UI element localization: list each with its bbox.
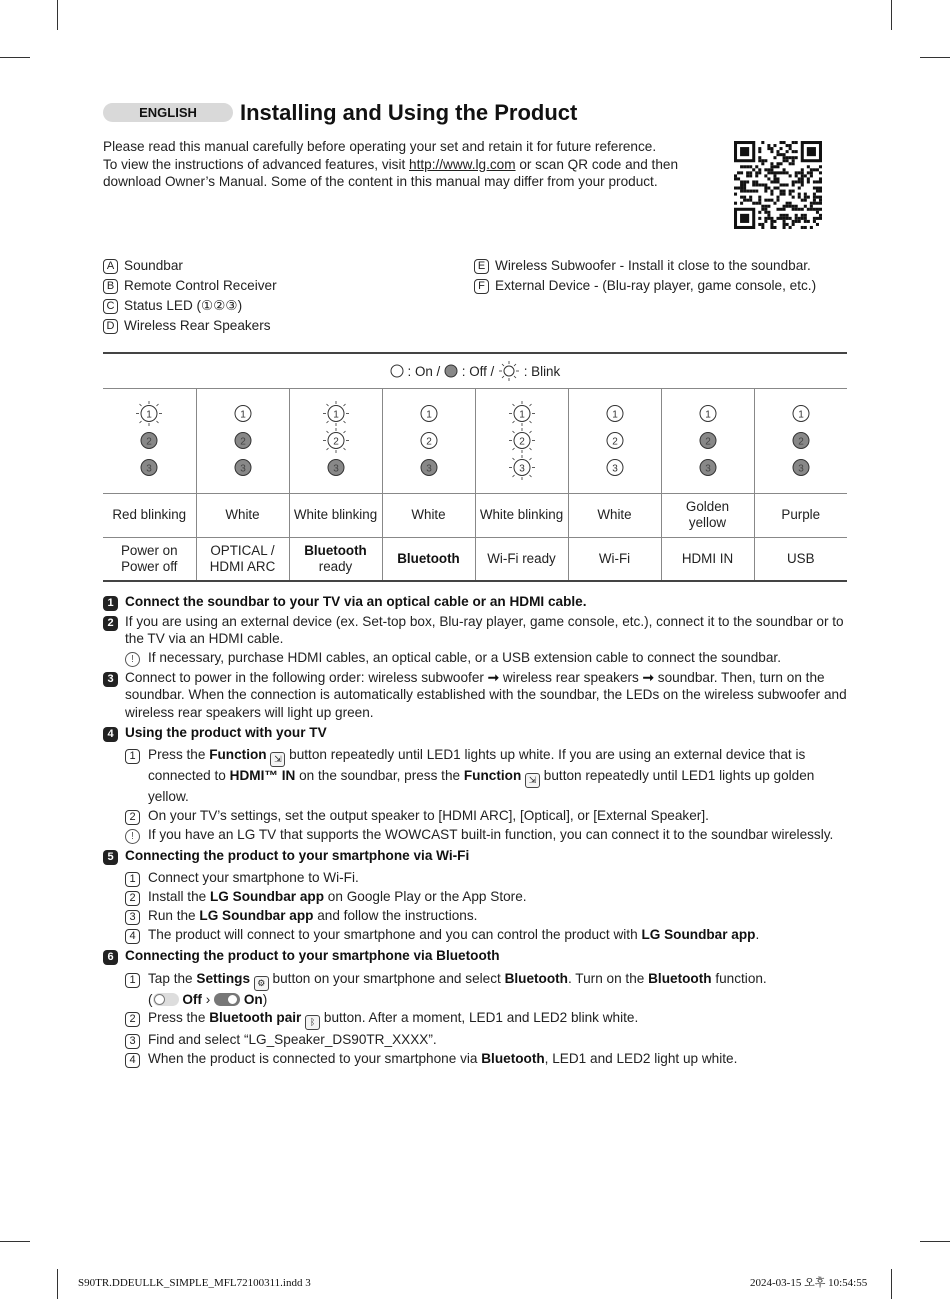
crop-mark: [891, 1269, 892, 1299]
substep-text: On your TV’s settings, set the output speaker to [HDMI ARC], [Optical], or [External Speaker].: [148, 807, 709, 823]
function-button-icon: ⇲: [525, 773, 540, 788]
part-letter: B: [103, 279, 118, 294]
settings-label: Settings: [196, 970, 250, 986]
led-number: 2: [146, 436, 153, 448]
part-letter: E: [474, 259, 489, 274]
led-number: 1: [704, 409, 711, 421]
text-part: button. After a moment, LED1 and LED2 blink white.: [320, 1009, 639, 1025]
lg-website-link[interactable]: http://www.lg.com: [409, 156, 516, 172]
mode-line: OPTICAL /: [210, 542, 275, 558]
toggle-off-icon: [153, 993, 179, 1006]
print-footer-left: S90TR.DDEULLK_SIMPLE_MFL72100311.indd 3: [78, 1277, 311, 1289]
led-number: 1: [239, 409, 246, 421]
mode-line: Power on: [120, 542, 178, 558]
led-number: 3: [611, 463, 618, 475]
led-on-icon: [599, 427, 631, 454]
mode-line: ready: [318, 558, 353, 574]
substep-number: 1: [125, 973, 140, 988]
led-legend-row: [103, 353, 847, 388]
led-number: 2: [611, 436, 618, 448]
app-name: LG Soundbar app: [209, 889, 325, 905]
led-mode-cell: [568, 537, 661, 581]
text-part: button repeatedly until LED1 lights up golden yellow.: [148, 768, 815, 805]
note-text: If necessary, purchase HDMI cables, an optical cable, or a USB extension cable to connect the soundbar.: [148, 649, 781, 665]
bluetooth-icon: ᛒ: [305, 1015, 320, 1030]
qr-code-icon: [734, 141, 822, 229]
function-label: Function: [463, 768, 522, 784]
part-letter: F: [474, 279, 489, 294]
led-number: 3: [425, 463, 432, 475]
parts-list-right: [474, 256, 816, 296]
led-number: 1: [797, 409, 804, 421]
toggle-off-label: Off: [182, 991, 202, 1007]
page-header: [103, 98, 848, 130]
substep: [125, 926, 848, 944]
note: [125, 649, 848, 667]
substep-number: 4: [125, 1053, 140, 1068]
led-on-icon: [692, 400, 724, 427]
language-badge: ENGLISH: [103, 103, 233, 122]
substep-text: [148, 888, 527, 906]
led-number: 3: [518, 463, 525, 475]
led-color-cell: Red blinking: [103, 493, 196, 537]
bluetooth-label: Bluetooth: [481, 1050, 545, 1066]
intro-line: Please read this manual carefully before operating your set and retain it for future reference.: [103, 139, 657, 154]
led-number: 2: [704, 436, 711, 448]
part-letter: D: [103, 319, 118, 334]
part-letter: C: [103, 299, 118, 314]
note-text: If you have an LG TV that supports the WOWCAST built-in function, you can connect it to the soundbar wirelessly.: [148, 826, 834, 842]
led-color-cell: White blinking: [289, 493, 382, 537]
substep: [125, 1009, 848, 1030]
intro-line: download Owner’s Manual. Some of the content in this manual may differ from your product.: [103, 174, 658, 189]
mode-line: Bluetooth: [304, 542, 367, 558]
step-number: 6: [103, 950, 118, 965]
step-3: [103, 669, 848, 721]
part-item: [103, 316, 277, 336]
step-number: 3: [103, 672, 118, 687]
chevron-right-icon: ›: [205, 991, 211, 1007]
led-off-icon: [227, 427, 259, 454]
arrow-icon: ➞: [642, 669, 655, 685]
step-5: [103, 847, 848, 944]
text-part: When the product is connected to your smartphone via: [148, 1050, 482, 1066]
exclamation-icon: !: [125, 652, 140, 667]
led-icon-row: [103, 388, 847, 493]
led-number: 3: [146, 463, 153, 475]
step-heading: Using the product with your TV: [125, 724, 327, 740]
led-blink-icon: [506, 400, 538, 427]
text-part: Install the: [148, 889, 210, 905]
part-text: Remote Control Receiver: [124, 278, 277, 294]
led-number: 2: [425, 436, 432, 448]
led-blink-icon: [506, 454, 538, 481]
led-on-icon: [413, 400, 445, 427]
bluetooth-label: Bluetooth: [648, 970, 712, 986]
substep: [125, 888, 848, 906]
substep-text: [148, 746, 848, 805]
led-number: 3: [239, 463, 246, 475]
led-number: 2: [332, 436, 339, 448]
intro-text-part: or scan QR code and then: [515, 156, 679, 172]
app-name: LG Soundbar app: [641, 927, 756, 943]
intro-text-part: To view the instructions of advanced features, visit: [103, 156, 410, 172]
bluetooth-pair-label: Bluetooth pair: [209, 1009, 302, 1025]
led-on-icon: [599, 400, 631, 427]
text-part: button repeatedly until LED1 lights up white. If you are using an external device that is connected to: [148, 747, 806, 784]
substep-text: Tap the Settings ⚙ button on your smartphone and select Bluetooth. Turn on the Bluetooth function. ( Off › On): [148, 970, 767, 1007]
led-blink-icon: [133, 400, 165, 427]
part-text: External Device - (Blu-ray player, game console, etc.): [495, 278, 817, 294]
text-part: . Turn on the: [568, 970, 649, 986]
text-part: .: [755, 927, 760, 943]
instruction-steps: [103, 593, 848, 1070]
step-heading: Connecting the product to your smartphone via Wi-Fi: [125, 847, 470, 863]
text-part: button on your smartphone and select: [268, 970, 505, 986]
step-text: [125, 669, 848, 721]
function-label: Function: [209, 747, 267, 763]
led-color-row: [103, 493, 847, 537]
crop-mark: [920, 57, 950, 58]
mode-line: HDMI IN: [681, 550, 734, 566]
led-on-icon: [227, 400, 259, 427]
part-letter: A: [103, 259, 118, 274]
step-text-part: Connect to power in the following order: wireless subwoofer: [125, 669, 488, 685]
led-number: 3: [332, 463, 339, 475]
led-color-cell: Purple: [754, 493, 847, 537]
settings-gear-icon: ⚙: [254, 976, 269, 991]
mode-line: Wi-Fi ready: [487, 550, 556, 566]
step-1: [103, 593, 848, 611]
led-off-icon: [785, 454, 817, 481]
led-number: 1: [425, 409, 432, 421]
mode-line: Wi-Fi: [598, 550, 631, 566]
substep: [125, 1050, 848, 1068]
substep: [125, 907, 848, 925]
text-part: Run the: [148, 908, 200, 924]
crop-mark: [0, 1241, 30, 1242]
toggle-on-label: On: [243, 991, 263, 1007]
legend-off-label: : Off /: [461, 363, 495, 379]
step-6: [103, 947, 848, 1068]
led-mode-cell: [382, 537, 475, 581]
substep-number: 2: [125, 810, 140, 825]
crop-mark: [57, 1269, 58, 1299]
substep-text: [148, 926, 759, 944]
substep-number: 4: [125, 929, 140, 944]
mode-line: USB: [786, 550, 815, 566]
led-status-table: [103, 352, 847, 582]
part-item: [474, 276, 816, 296]
substep-number: 2: [125, 1012, 140, 1027]
led-number: 1: [146, 409, 153, 421]
step-text-part: wireless rear speakers: [499, 669, 643, 685]
led-number: 1: [611, 409, 618, 421]
step-number: 1: [103, 596, 118, 611]
substep-text: [148, 907, 477, 925]
led-off-icon: [692, 427, 724, 454]
led-off-icon: [413, 454, 445, 481]
led-off-icon: [133, 454, 165, 481]
led-pattern-cell: [289, 388, 382, 493]
step-number: 4: [103, 727, 118, 742]
led-on-icon: [599, 454, 631, 481]
led-color-cell: White: [568, 493, 661, 537]
text-part: Tap the: [148, 970, 197, 986]
hdmi-in-label: HDMI™ IN: [229, 768, 296, 784]
mode-line: Bluetooth: [397, 550, 460, 566]
led-mode-cell: [475, 537, 568, 581]
led-off-icon: [320, 454, 352, 481]
mode-line: HDMI ARC: [209, 558, 276, 574]
part-item: [103, 256, 277, 276]
substep-text: [148, 1009, 638, 1030]
part-text: Wireless Subwoofer - Install it close to the soundbar.: [495, 258, 811, 274]
step-number: 2: [103, 616, 118, 631]
text-part: on the soundbar, press the: [295, 768, 464, 784]
led-mode-cell: [196, 537, 289, 581]
legend-blink-label: : Blink: [523, 363, 561, 379]
led-pattern-cell: [103, 388, 196, 493]
led-on-icon: [413, 427, 445, 454]
led-number: 3: [704, 463, 711, 475]
led-mode-cell: [754, 537, 847, 581]
led-pattern-cell: [382, 388, 475, 493]
text-part: Press the: [148, 747, 210, 763]
exclamation-icon: !: [125, 829, 140, 844]
led-off-icon: [692, 454, 724, 481]
led-legend: [103, 353, 847, 388]
led-color-cell: White blinking: [475, 493, 568, 537]
intro-line: [103, 156, 703, 174]
text-part: on Google Play or the App Store.: [324, 889, 527, 905]
led-blink-icon: [320, 400, 352, 427]
led-pattern-cell: [754, 388, 847, 493]
part-text: Status LED (①②③): [124, 298, 243, 314]
app-name: LG Soundbar app: [199, 908, 314, 924]
crop-mark: [0, 57, 30, 58]
step-number: 5: [103, 850, 118, 865]
intro-text: [103, 138, 703, 191]
led-pattern-cell: [661, 388, 754, 493]
part-text: Soundbar: [124, 258, 183, 274]
substep-number: 3: [125, 1034, 140, 1049]
led-number: 3: [797, 463, 804, 475]
text-part: , LED1 and LED2 light up white.: [544, 1050, 738, 1066]
step-text: If you are using an external device (ex. Set-top box, Blu-ray player, game console, etc.), connect it to the soundbar or to the TV via an HDMI cable.: [125, 614, 844, 647]
text-part: The product will connect to your smartphone and you can control the product with: [148, 927, 642, 943]
part-item: [103, 296, 277, 316]
note: [125, 826, 848, 844]
led-mode-cell: [289, 537, 382, 581]
substep-number: 1: [125, 749, 140, 764]
arrow-icon: ➞: [487, 669, 500, 685]
parts-list-left: [103, 256, 277, 336]
led-on-icon: [785, 400, 817, 427]
led-number: 1: [332, 409, 339, 421]
substep: [125, 746, 848, 805]
step-heading: Connect the soundbar to your TV via an optical cable or an HDMI cable.: [125, 594, 587, 609]
legend-on-label: : On /: [407, 363, 441, 379]
led-pattern-cell: [568, 388, 661, 493]
substep-text: Connect your smartphone to Wi-Fi.: [148, 870, 359, 886]
crop-mark: [891, 0, 892, 30]
print-footer-right: 2024-03-15 오후 10:54:55: [750, 1277, 868, 1289]
substep: [125, 1031, 848, 1049]
led-on-icon: [390, 364, 404, 378]
led-mode-cell: [661, 537, 754, 581]
bluetooth-label: Bluetooth: [504, 970, 568, 986]
substep: [125, 869, 848, 887]
led-pattern-cell: [475, 388, 568, 493]
substep-number: 2: [125, 891, 140, 906]
part-item: [474, 256, 816, 276]
function-button-icon: ⇲: [270, 752, 285, 767]
led-off-icon: [227, 454, 259, 481]
text-part: and follow the instructions.: [313, 908, 478, 924]
text-part: Press the: [148, 1009, 210, 1025]
substep-text: Find and select “LG_Speaker_DS90TR_XXXX”.: [148, 1031, 437, 1047]
page-title: Installing and Using the Product: [240, 100, 578, 125]
text-part: function.: [711, 970, 767, 986]
substep-text: [148, 1050, 737, 1068]
led-blink-icon: [498, 360, 520, 382]
led-number: 2: [239, 436, 246, 448]
led-off-icon: [444, 364, 458, 378]
substep-number: 3: [125, 910, 140, 925]
substep: [125, 970, 848, 1008]
led-off-icon: [785, 427, 817, 454]
part-item: [103, 276, 277, 296]
mode-line: Power off: [121, 558, 178, 574]
crop-mark: [920, 1241, 950, 1242]
led-mode-cell: [103, 537, 196, 581]
led-blink-icon: [320, 427, 352, 454]
toggle-on-icon: [214, 993, 240, 1006]
led-color-cell: Golden yellow: [661, 493, 754, 537]
led-color-cell: White: [196, 493, 289, 537]
part-text: Wireless Rear Speakers: [124, 318, 271, 334]
led-off-icon: [133, 427, 165, 454]
led-blink-icon: [506, 427, 538, 454]
crop-mark: [57, 0, 58, 30]
substep-number: 1: [125, 872, 140, 887]
step-2: [103, 613, 848, 667]
led-color-cell: White: [382, 493, 475, 537]
step-heading: Connecting the product to your smartphone via Bluetooth: [125, 948, 500, 964]
led-number: 1: [518, 409, 525, 421]
led-number: 2: [797, 436, 804, 448]
led-mode-row: [103, 537, 847, 581]
step-text-part: soundbar. Then, turn on the soundbar. When the connection is automatically established with the soundbar, the LEDs on the wireless subwoofer and wireless rear speakers will light up green.: [125, 669, 847, 720]
led-pattern-cell: [196, 388, 289, 493]
substep: [125, 807, 848, 825]
led-number: 2: [518, 436, 525, 448]
step-4: [103, 724, 848, 844]
